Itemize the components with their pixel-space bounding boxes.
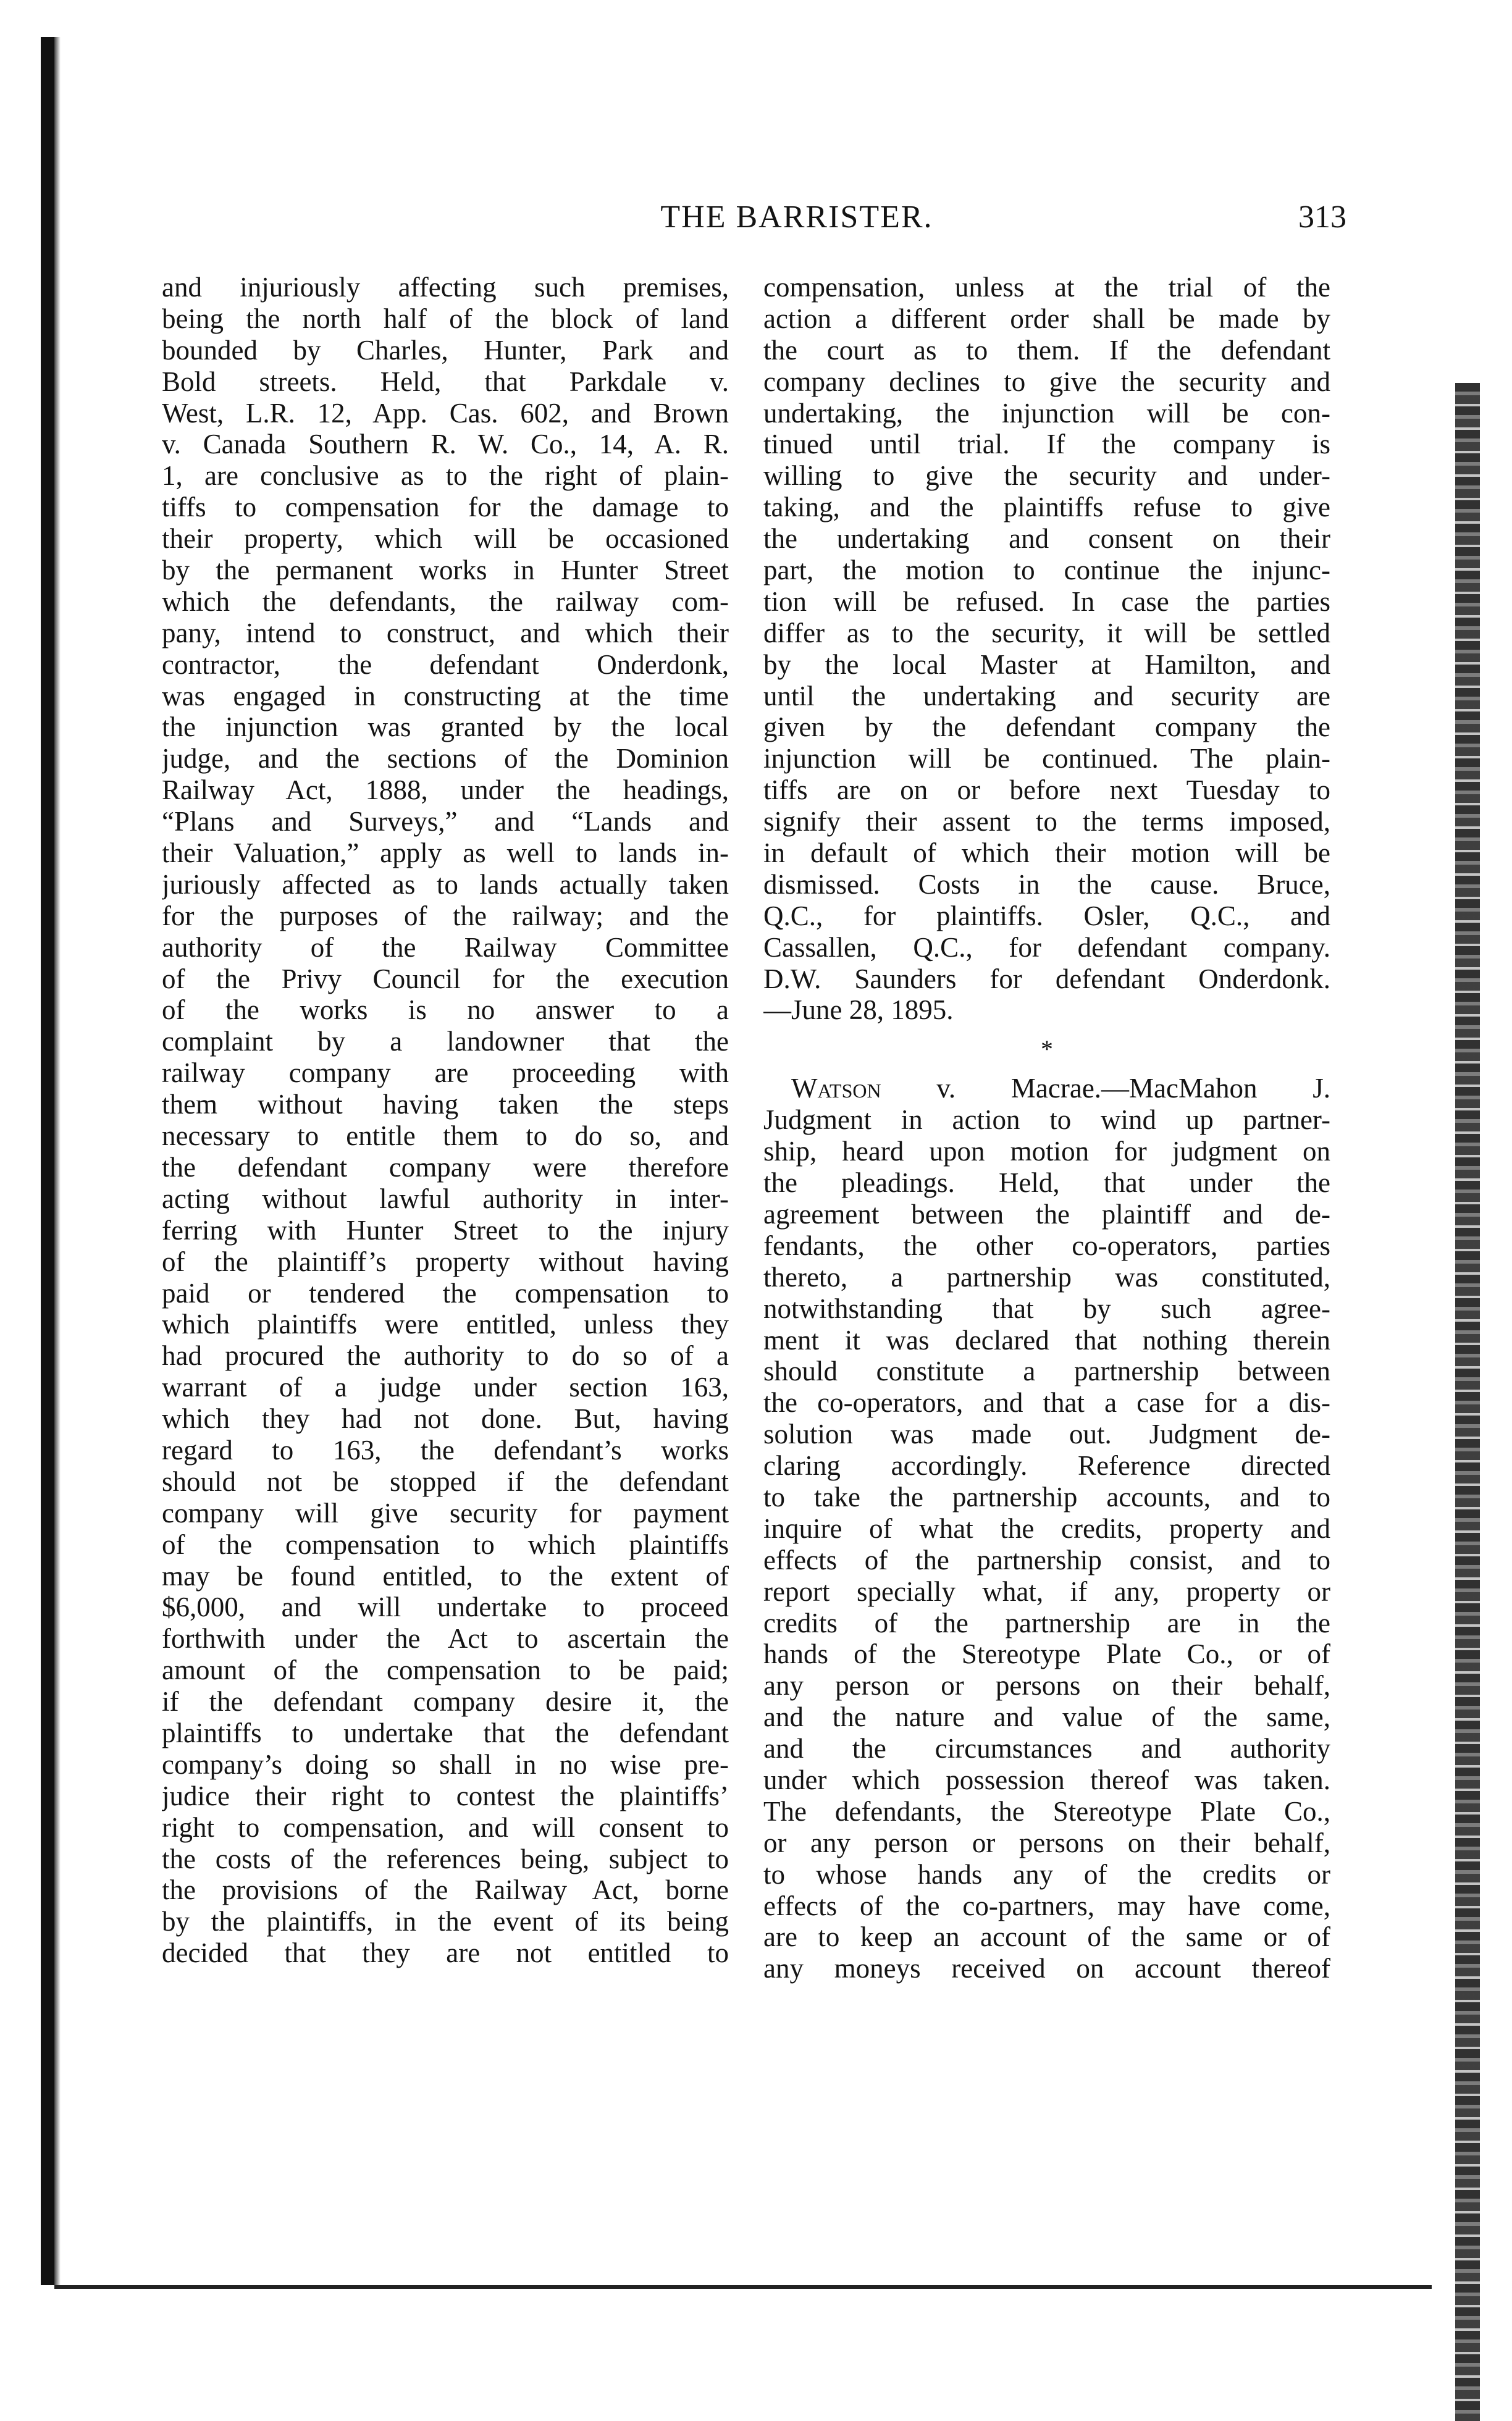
text-line: claring accordingly. Reference directed: [763, 1450, 1330, 1482]
text-line: hands of the Stereotype Plate Co., or of: [763, 1638, 1330, 1670]
text-line: authority of the Railway Committee: [162, 931, 729, 963]
text-line: ment it was declared that nothing therein: [763, 1324, 1330, 1356]
page-bottom-rule: [54, 2285, 1432, 2289]
text-line: Cassallen, Q.C., for defendant company.: [763, 931, 1330, 963]
page-right-edge-shadow: [1455, 383, 1480, 2421]
text-line: until the undertaking and security are: [763, 680, 1330, 711]
text-line: effects of the partnership consist, and to: [763, 1544, 1330, 1576]
text-line: Q.C., for plaintiffs. Osler, Q.C., and: [763, 900, 1330, 931]
text-line: which the defendants, the railway com-: [162, 585, 729, 617]
text-line: judge, and the sections of the Dominion: [162, 743, 729, 774]
text-line: or any person or persons on their behalf,: [763, 1827, 1330, 1858]
text-line: ferring with Hunter Street to the injury: [162, 1214, 729, 1246]
text-line: undertaking, the injunction will be con-: [763, 397, 1330, 429]
text-line: and injuriously affecting such premises,: [162, 272, 729, 303]
right-text-column: [763, 272, 1330, 1984]
text-line: the provisions of the Railway Act, borne: [162, 1874, 729, 1906]
text-line: regard to 163, the defendant’s works: [162, 1434, 729, 1466]
text-line: The defendants, the Stereotype Plate Co.,: [763, 1795, 1330, 1827]
text-line: company declines to give the security and: [763, 366, 1330, 397]
case-text-watson-macrae: [763, 1104, 1330, 1984]
text-line: tiffs are on or before next Tuesday to: [763, 774, 1330, 806]
text-line: necessary to entitle them to do so, and: [162, 1120, 729, 1152]
text-line: which they had not done. But, having: [162, 1403, 729, 1435]
text-line: paid or tendered the compensation to: [162, 1277, 729, 1309]
page-number: 313: [1298, 199, 1346, 235]
text-line: pany, intend to construct, and which their: [162, 617, 729, 648]
text-line: 1, are conclusive as to the right of plain-: [162, 460, 729, 492]
text-line: railway company are proceeding with: [162, 1057, 729, 1089]
text-line: had procured the authority to do so of a: [162, 1340, 729, 1372]
text-line: their Valuation,” apply as well to lands in-: [162, 837, 729, 869]
text-line: if the defendant company desire it, the: [162, 1686, 729, 1718]
text-line: action a different order shall be made by: [763, 303, 1330, 334]
text-line: the court as to them. If the defendant: [763, 334, 1330, 366]
text-line: judice their right to contest the plaintiffs’: [162, 1780, 729, 1811]
text-line: willing to give the security and under-: [763, 460, 1330, 492]
case-name: Watson: [791, 1073, 881, 1104]
text-line: by the local Master at Hamilton, and: [763, 648, 1330, 680]
text-line: of the plaintiff’s property without having: [162, 1246, 729, 1277]
text-line: company’s doing so shall in no wise pre-: [162, 1748, 729, 1780]
text-line: signify their assent to the terms imposed,: [763, 806, 1330, 837]
text-line: bounded by Charles, Hunter, Park and: [162, 334, 729, 366]
text-line: part, the motion to continue the injunc-: [763, 555, 1330, 586]
text-line: was engaged in constructing at the time: [162, 680, 729, 711]
text-line: plaintiffs to undertake that the defendant: [162, 1717, 729, 1748]
text-line: acting without lawful authority in inter-: [162, 1183, 729, 1214]
text-line: may be found entitled, to the extent of: [162, 1560, 729, 1592]
text-line: D.W. Saunders for defendant Onderdonk.: [763, 963, 1330, 994]
text-line: amount of the compensation to be paid;: [162, 1655, 729, 1686]
text-line: v. Canada Southern R. W. Co., 14, A. R.: [162, 429, 729, 460]
text-line: thereto, a partnership was constituted,: [763, 1261, 1330, 1293]
text-line: to whose hands any of the credits or: [763, 1858, 1330, 1890]
text-line: credits of the partnership are in the: [763, 1607, 1330, 1638]
text-line: for the purposes of the railway; and the: [162, 900, 729, 931]
text-line: agreement between the plaintiff and de-: [763, 1198, 1330, 1230]
text-line: tinued until trial. If the company is: [763, 429, 1330, 460]
text-line: of the compensation to which plaintiffs: [162, 1529, 729, 1560]
text-line: to take the partnership accounts, and to: [763, 1481, 1330, 1513]
text-line: by the permanent works in Hunter Street: [162, 555, 729, 586]
text-line: the co-operators, and that a case for a dis-: [763, 1387, 1330, 1419]
text-line: West, L.R. 12, App. Cas. 602, and Brown: [162, 397, 729, 429]
text-line: should constitute a partnership between: [763, 1356, 1330, 1387]
text-line: taking, and the plaintiffs refuse to give: [763, 492, 1330, 523]
case-heading-line: [763, 1073, 1330, 1104]
text-line: solution was made out. Judgment de-: [763, 1419, 1330, 1450]
text-line: should not be stopped if the defendant: [162, 1466, 729, 1497]
text-line: are to keep an account of the same or of: [763, 1921, 1330, 1953]
text-line: the defendant company were therefore: [162, 1151, 729, 1183]
text-line: the injunction was granted by the local: [162, 711, 729, 743]
text-line: the undertaking and consent on their: [763, 523, 1330, 555]
text-line: report specially what, if any, property or: [763, 1576, 1330, 1607]
text-line: inquire of what the credits, property and: [763, 1513, 1330, 1544]
text-line: complaint by a landowner that the: [162, 1026, 729, 1057]
text-line: forthwith under the Act to ascertain the: [162, 1623, 729, 1655]
text-line: effects of the co-partners, may have come,: [763, 1890, 1330, 1921]
text-line: decided that they are not entitled to: [162, 1937, 729, 1969]
section-separator: *: [1041, 1035, 1053, 1064]
text-line: tion will be refused. In case the parties: [763, 585, 1330, 617]
text-line: juriously affected as to lands actually taken: [162, 868, 729, 900]
text-line: contractor, the defendant Onderdonk,: [162, 648, 729, 680]
text-line: “Plans and Surveys,” and “Lands and: [162, 806, 729, 837]
case-heading-rest: v. Macrae.—MacMahon J.: [881, 1073, 1330, 1104]
text-line: Judgment in action to wind up partner-: [763, 1104, 1330, 1136]
text-line: tiffs to compensation for the damage to: [162, 492, 729, 523]
text-line: —June 28, 1895.: [763, 994, 954, 1026]
text-line: notwithstanding that by such agree-: [763, 1293, 1330, 1324]
text-line: the costs of the references being, subject to: [162, 1843, 729, 1874]
text-line: by the plaintiffs, in the event of its being: [162, 1906, 729, 1937]
text-line: ship, heard upon motion for judgment on: [763, 1136, 1330, 1167]
text-line: being the north half of the block of land: [162, 303, 729, 334]
text-line: right to compensation, and will consent to: [162, 1811, 729, 1843]
text-line: any person or persons on their behalf,: [763, 1670, 1330, 1701]
text-line: in default of which their motion will be: [763, 837, 1330, 869]
text-line: compensation, unless at the trial of the: [763, 272, 1330, 303]
case-text-continuation: [763, 272, 1330, 1026]
page-binding-edge: [41, 37, 54, 2285]
text-line: and the nature and value of the same,: [763, 1701, 1330, 1733]
text-line: given by the defendant company the: [763, 711, 1330, 743]
running-header-title: THE BARRISTER.: [660, 199, 933, 235]
text-line: them without having taken the steps: [162, 1089, 729, 1120]
text-line: warrant of a judge under section 163,: [162, 1372, 729, 1403]
text-line: dismissed. Costs in the cause. Bruce,: [763, 868, 1330, 900]
text-line: fendants, the other co-operators, parties: [763, 1230, 1330, 1261]
text-line: Bold streets. Held, that Parkdale v.: [162, 366, 729, 397]
text-line: company will give security for payment: [162, 1497, 729, 1529]
text-line: $6,000, and will undertake to proceed: [162, 1592, 729, 1623]
text-line: and the circumstances and authority: [763, 1733, 1330, 1764]
left-text-column: [162, 272, 729, 1969]
text-line: any moneys received on account thereof: [763, 1953, 1330, 1984]
text-line: under which possession thereof was taken.: [763, 1764, 1330, 1795]
text-line: Railway Act, 1888, under the headings,: [162, 774, 729, 806]
text-line: injunction will be continued. The plain-: [763, 743, 1330, 774]
text-line: the pleadings. Held, that under the: [763, 1167, 1330, 1199]
text-line: of the Privy Council for the execution: [162, 963, 729, 994]
text-line: of the works is no answer to a: [162, 994, 729, 1026]
text-line: differ as to the security, it will be settled: [763, 617, 1330, 648]
text-line: their property, which will be occasioned: [162, 523, 729, 555]
text-line: which plaintiffs were entitled, unless they: [162, 1309, 729, 1340]
